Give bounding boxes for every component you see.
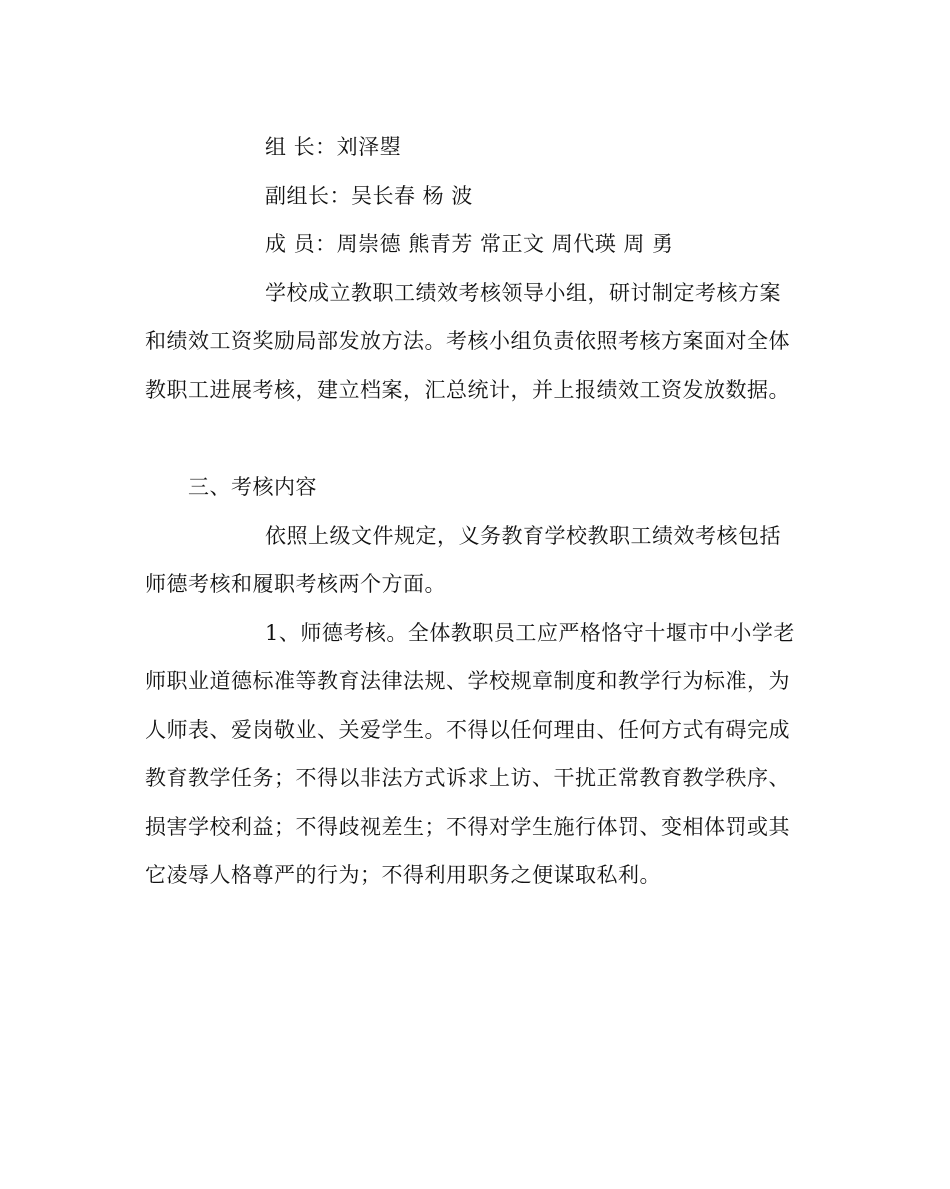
members-line: 成 员：周崇德 熊青芳 常正文 周代瑛 周 勇	[265, 232, 674, 256]
deputy-leader-line: 副组长：吴长春 杨 波	[265, 184, 473, 208]
paragraph-line: 依照上级文件规定，义务教育学校教职工绩效考核包括	[265, 524, 781, 548]
paragraph-line: 教育教学任务；不得以非法方式诉求上访、干扰正常教育教学秩序、	[145, 766, 790, 790]
section-heading: 三、考核内容	[188, 475, 317, 499]
leader-line: 组 长：刘泽曌	[265, 135, 402, 159]
paragraph-line: 师职业道德标准等教育法律法规、学校规章制度和教学行为标准，为	[145, 669, 790, 693]
paragraph-line: 教职工进展考核，建立档案，汇总统计，并上报绩效工资发放数据。	[145, 378, 790, 402]
paragraph-line: 损害学校利益；不得歧视差生；不得对学生施行体罚、变相体罚或其	[145, 815, 790, 839]
paragraph-line: 学校成立教职工绩效考核领导小组，研讨制定考核方案	[265, 281, 781, 305]
paragraph-line: 它凌辱人格尊严的行为；不得利用职务之便谋取私利。	[145, 863, 661, 887]
paragraph-line: 和绩效工资奖励局部发放方法。考核小组负责依照考核方案面对全体	[145, 329, 790, 353]
paragraph-line: 人师表、爱岗敬业、关爱学生。不得以任何理由、任何方式有碍完成	[145, 718, 790, 742]
paragraph-line: 师德考核和履职考核两个方面。	[145, 572, 446, 596]
paragraph-line: 1、师德考核。全体教职员工应严格恪守十堰市中小学老	[265, 621, 795, 645]
